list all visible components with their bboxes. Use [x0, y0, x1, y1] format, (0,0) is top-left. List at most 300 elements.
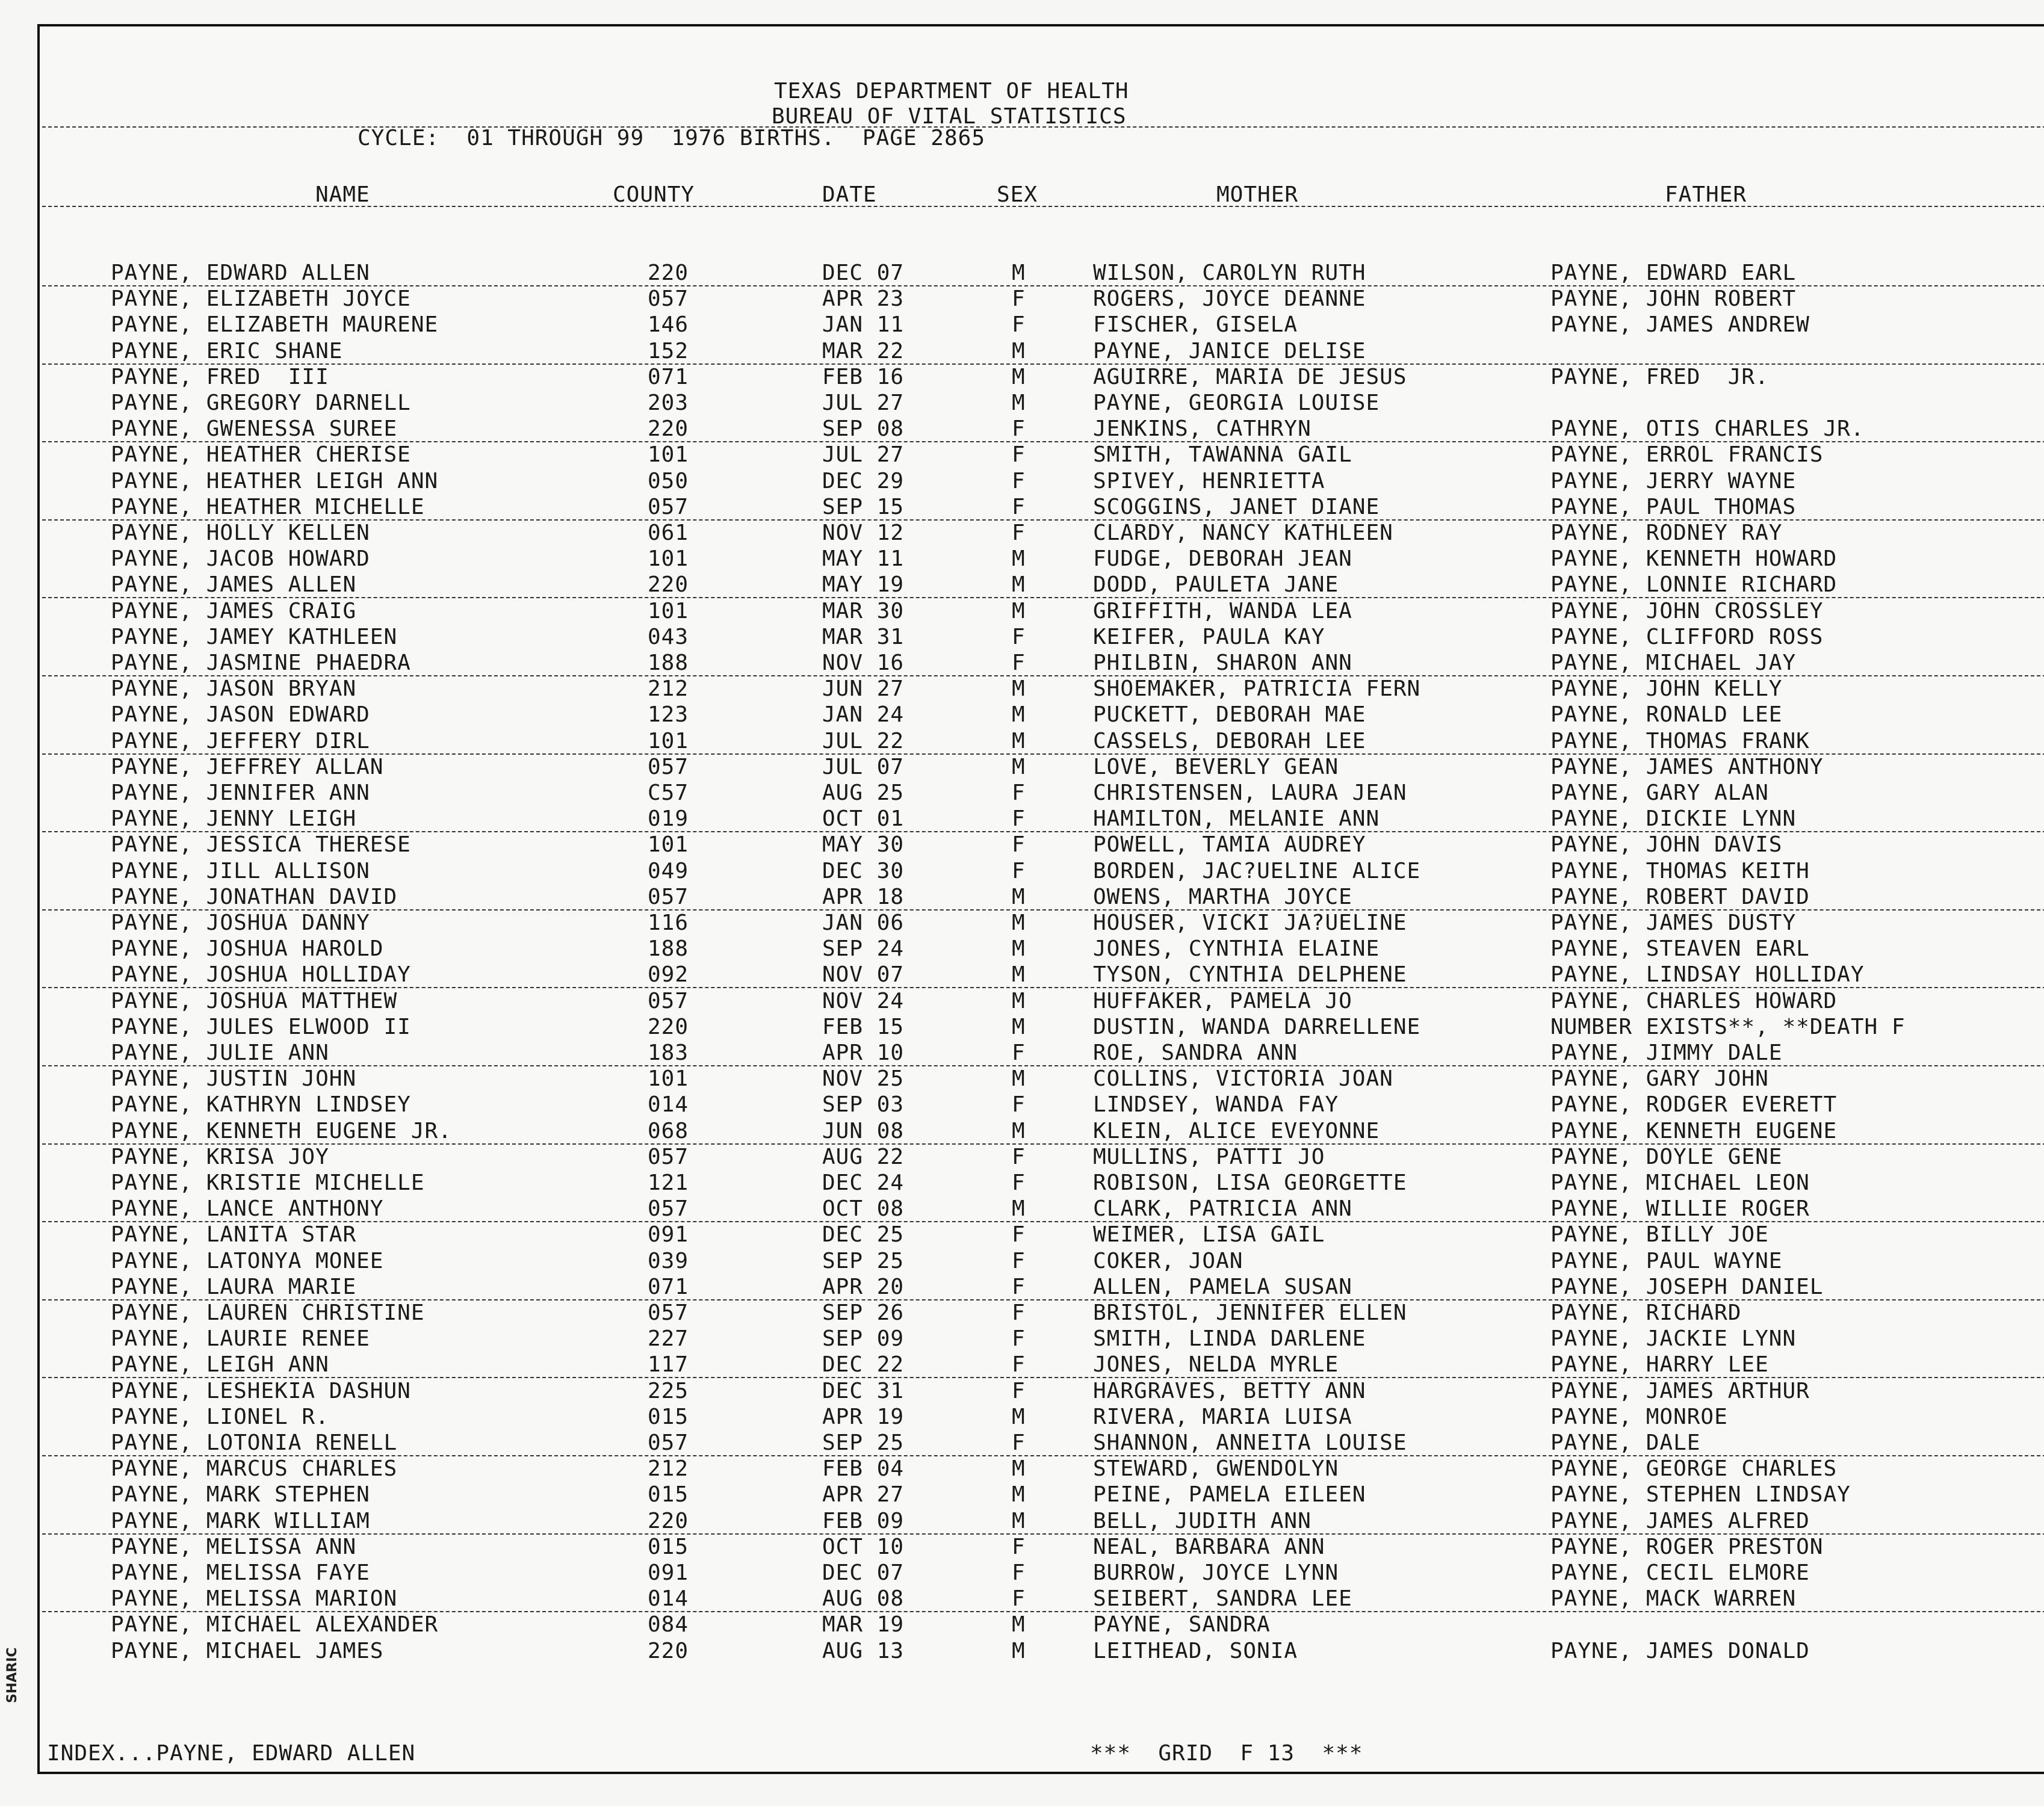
table-row [40, 704, 2044, 729]
record-mother: GRIFFITH, WANDA LEA [1093, 599, 1352, 623]
table-row [40, 964, 2044, 989]
record-date: SEP 25 [822, 1249, 905, 1273]
table-row [40, 314, 2044, 339]
record-father: PAYNE, JOSEPH DANIEL [1550, 1275, 1824, 1299]
record-county: 220 [648, 1015, 689, 1039]
record-mother: SMITH, TAWANNA GAIL [1093, 442, 1352, 467]
record-county: 057 [648, 989, 689, 1013]
record-father: PAYNE, RICHARD [1550, 1300, 1742, 1325]
record-county: 203 [648, 391, 689, 415]
record-date: DEC 25 [822, 1222, 905, 1247]
record-county: 039 [648, 1249, 689, 1273]
table-row [40, 444, 2044, 469]
record-county: 061 [648, 521, 689, 545]
table-row [40, 1432, 2044, 1458]
record-mother: DODD, PAULETA JANE [1093, 572, 1339, 597]
record-county: 057 [648, 1145, 689, 1169]
record-county: 101 [648, 832, 689, 857]
record-county: 092 [648, 962, 689, 987]
record-date: SEP 09 [822, 1326, 905, 1351]
record-mother: COKER, JOAN [1093, 1249, 1243, 1273]
record-mother: HUFFAKER, PAMELA JO [1093, 989, 1352, 1013]
record-mother: KLEIN, ALICE EVEYONNE [1093, 1119, 1380, 1143]
table-row [40, 1042, 2044, 1068]
record-county: 101 [648, 1066, 689, 1091]
record-sex: F [1012, 312, 1026, 337]
record-date: JUL 07 [822, 755, 905, 779]
record-mother: TYSON, CYNTHIA DELPHENE [1093, 962, 1407, 987]
record-sex: M [1012, 339, 1026, 363]
record-county: 220 [648, 416, 689, 441]
table-row [40, 601, 2044, 626]
record-sex: M [1012, 1612, 1026, 1637]
record-date: JUN 08 [822, 1119, 905, 1143]
table-row [40, 1224, 2044, 1249]
record-father: PAYNE, ROBERT DAVID [1550, 885, 1810, 909]
record-county: 068 [648, 1119, 689, 1143]
record-mother: PAYNE, JANICE DELISE [1093, 339, 1366, 363]
record-name: PAYNE, HOLLY KELLEN [111, 521, 370, 545]
record-name: PAYNE, MELISSA ANN [111, 1535, 357, 1559]
record-date: APR 19 [822, 1405, 905, 1429]
record-name: PAYNE, LIONEL R. [111, 1405, 329, 1429]
record-date: MAR 30 [822, 599, 905, 623]
record-mother: CLARK, PATRICIA ANN [1093, 1196, 1352, 1221]
record-name: PAYNE, ERIC SHANE [111, 339, 343, 363]
record-name: PAYNE, JASON EDWARD [111, 702, 370, 727]
col-header-sex: SEX [997, 182, 1038, 207]
record-father: PAYNE, JERRY WAYNE [1550, 469, 1797, 493]
record-date: MAY 30 [822, 832, 905, 857]
record-county: 123 [648, 702, 689, 727]
record-mother: LEITHEAD, SONIA [1093, 1639, 1298, 1663]
record-county: 057 [648, 495, 689, 519]
record-date: SEP 26 [822, 1300, 905, 1325]
table-row [40, 626, 2044, 652]
record-father: PAYNE, BILLY JOE [1550, 1222, 1769, 1247]
record-mother: ROBISON, LISA GEORGETTE [1093, 1170, 1407, 1195]
record-father: PAYNE, EDWARD EARL [1550, 261, 1797, 285]
table-row [40, 1588, 2044, 1613]
record-mother: HOUSER, VICKI JA?UELINE [1093, 911, 1407, 935]
table-row [40, 1094, 2044, 1119]
record-father: PAYNE, PAUL WAYNE [1550, 1249, 1783, 1273]
table-row [40, 1328, 2044, 1353]
record-date: MAY 19 [822, 572, 905, 597]
record-father: PAYNE, STEPHEN LINDSAY [1550, 1482, 1851, 1507]
record-sex: M [1012, 676, 1026, 701]
record-name: PAYNE, JASMINE PHAEDRA [111, 651, 411, 675]
record-sex: F [1012, 1586, 1026, 1611]
table-row [40, 1458, 2044, 1483]
table-row [40, 1016, 2044, 1042]
record-name: PAYNE, LANCE ANTHONY [111, 1196, 384, 1221]
record-name: PAYNE, JACOB HOWARD [111, 546, 370, 571]
record-sex: F [1012, 442, 1026, 467]
table-row [40, 861, 2044, 886]
record-mother: BORDEN, JAC?UELINE ALICE [1093, 859, 1421, 883]
record-mother: BELL, JUDITH ANN [1093, 1509, 1312, 1533]
col-header-county: COUNTY [613, 182, 695, 207]
record-date: AUG 13 [822, 1639, 905, 1663]
record-county: 220 [648, 261, 689, 285]
record-county: 043 [648, 625, 689, 649]
table-row [40, 731, 2044, 756]
table-row [40, 756, 2044, 782]
record-mother: PAYNE, SANDRA [1093, 1612, 1271, 1637]
record-county: 015 [648, 1405, 689, 1429]
record-date: OCT 08 [822, 1196, 905, 1221]
table-row [40, 912, 2044, 938]
record-county: 220 [648, 1509, 689, 1533]
record-name: PAYNE, MICHAEL ALEXANDER [111, 1612, 439, 1637]
record-mother: ROE, SANDRA ANN [1093, 1041, 1298, 1065]
record-name: PAYNE, JEFFREY ALLAN [111, 755, 384, 779]
row-divider [42, 597, 2044, 598]
record-name: PAYNE, JUSTIN JOHN [111, 1066, 357, 1091]
record-date: APR 10 [822, 1041, 905, 1065]
table-row [40, 288, 2044, 314]
record-sex: M [1012, 572, 1026, 597]
record-name: PAYNE, LAUREN CHRISTINE [111, 1300, 425, 1325]
record-father: PAYNE, CHARLES HOWARD [1550, 989, 1838, 1013]
record-mother: WILSON, CAROLYN RUTH [1093, 261, 1366, 285]
record-father: PAYNE, ERROL FRANCIS [1550, 442, 1824, 467]
record-county: 225 [648, 1379, 689, 1403]
table-row [40, 262, 2044, 288]
table-row [40, 471, 2044, 496]
record-name: PAYNE, JESSICA THERESE [111, 832, 411, 857]
record-sex: F [1012, 859, 1026, 883]
row-divider [42, 1377, 2044, 1378]
record-date: MAR 19 [822, 1612, 905, 1637]
table-row [40, 1406, 2044, 1432]
record-mother: CASSELS, DEBORAH LEE [1093, 729, 1366, 753]
record-sex: M [1012, 1119, 1026, 1143]
record-sex: M [1012, 729, 1026, 753]
record-county: 183 [648, 1041, 689, 1065]
record-name: PAYNE, LEIGH ANN [111, 1352, 329, 1377]
record-date: DEC 22 [822, 1352, 905, 1377]
record-date: AUG 08 [822, 1586, 905, 1611]
table-row [40, 1484, 2044, 1509]
record-county: C57 [648, 781, 689, 805]
record-date: FEB 15 [822, 1015, 905, 1039]
record-county: 057 [648, 755, 689, 779]
record-sex: M [1012, 885, 1026, 909]
record-county: 057 [648, 885, 689, 909]
record-name: PAYNE, LOTONIA RENELL [111, 1430, 398, 1455]
record-father: PAYNE, MICHAEL LEON [1550, 1170, 1810, 1195]
record-father: PAYNE, RONALD LEE [1550, 702, 1783, 727]
table-row [40, 1536, 2044, 1562]
record-name: PAYNE, MARCUS CHARLES [111, 1456, 398, 1481]
record-mother: STEWARD, GWENDOLYN [1093, 1456, 1339, 1481]
record-father: PAYNE, CECIL ELMORE [1550, 1560, 1810, 1585]
record-name: PAYNE, KRISTIE MICHELLE [111, 1170, 425, 1195]
record-mother: OWENS, MARTHA JOYCE [1093, 885, 1352, 909]
record-date: SEP 15 [822, 495, 905, 519]
record-mother: PHILBIN, SHARON ANN [1093, 651, 1352, 675]
record-mother: HAMILTON, MELANIE ANN [1093, 806, 1380, 831]
record-father: PAYNE, LINDSAY HOLLIDAY [1550, 962, 1865, 987]
record-father: PAYNE, STEAVEN EARL [1550, 936, 1810, 961]
record-name: PAYNE, JAMEY KATHLEEN [111, 625, 398, 649]
table-row [40, 418, 2044, 444]
record-father: PAYNE, JAMES DONALD [1550, 1639, 1810, 1663]
index-label: INDEX...PAYNE, EDWARD ALLEN [47, 1741, 416, 1766]
record-date: JUL 27 [822, 442, 905, 467]
record-county: 220 [648, 1639, 689, 1663]
record-county: 050 [648, 469, 689, 493]
record-date: DEC 30 [822, 859, 905, 883]
col-header-father: FATHER [1665, 182, 1747, 207]
record-mother: POWELL, TAMIA AUDREY [1093, 832, 1366, 857]
table-row [40, 678, 2044, 704]
record-sex: F [1012, 832, 1026, 857]
record-father: PAYNE, MONROE [1550, 1405, 1728, 1429]
table-row [40, 1614, 2044, 1639]
record-name: PAYNE, JOSHUA MATTHEW [111, 989, 398, 1013]
record-mother: RIVERA, MARIA LUISA [1093, 1405, 1352, 1429]
record-date: NOV 24 [822, 989, 905, 1013]
record-father: PAYNE, RODNEY RAY [1550, 521, 1783, 545]
table-row [40, 341, 2044, 366]
record-sex: F [1012, 1222, 1026, 1247]
record-name: PAYNE, KENNETH EUGENE JR. [111, 1119, 452, 1143]
record-sex: F [1012, 1300, 1026, 1325]
record-father: PAYNE, JAMES DUSTY [1550, 911, 1797, 935]
record-date: JAN 06 [822, 911, 905, 935]
record-father: PAYNE, JOHN ROBERT [1550, 286, 1797, 311]
record-mother: SHANNON, ANNEITA LOUISE [1093, 1430, 1407, 1455]
record-date: SEP 24 [822, 936, 905, 961]
side-mark: SHARIC [5, 1647, 20, 1703]
record-father: PAYNE, ROGER PRESTON [1550, 1535, 1824, 1559]
table-row [40, 1302, 2044, 1328]
record-name: PAYNE, FRED III [111, 365, 329, 389]
record-father: PAYNE, KENNETH EUGENE [1550, 1119, 1838, 1143]
record-name: PAYNE, HEATHER LEIGH ANN [111, 469, 439, 493]
record-sex: F [1012, 1041, 1026, 1065]
table-row [40, 1562, 2044, 1588]
record-name: PAYNE, EDWARD ALLEN [111, 261, 370, 285]
record-date: DEC 29 [822, 469, 905, 493]
record-sex: F [1012, 1352, 1026, 1377]
record-mother: PUCKETT, DEBORAH MAE [1093, 702, 1366, 727]
record-name: PAYNE, MELISSA MARION [111, 1586, 398, 1611]
record-father: PAYNE, JOHN DAVIS [1550, 832, 1783, 857]
table-row [40, 574, 2044, 599]
record-father: PAYNE, DICKIE LYNN [1550, 806, 1797, 831]
table-row [40, 522, 2044, 548]
record-sex: F [1012, 416, 1026, 441]
record-date: MAR 22 [822, 339, 905, 363]
record-sex: M [1012, 1196, 1026, 1221]
record-date: APR 23 [822, 286, 905, 311]
record-father: PAYNE, JIMMY DALE [1550, 1041, 1783, 1065]
table-row [40, 1121, 2044, 1146]
record-father: PAYNE, GEORGE CHARLES [1550, 1456, 1838, 1481]
record-name: PAYNE, LATONYA MONEE [111, 1249, 384, 1273]
record-father: PAYNE, WILLIE ROGER [1550, 1196, 1810, 1221]
record-name: PAYNE, JENNY LEIGH [111, 806, 357, 831]
record-mother: ROGERS, JOYCE DEANNE [1093, 286, 1366, 311]
record-date: NOV 16 [822, 651, 905, 675]
table-row [40, 652, 2044, 678]
record-county: 188 [648, 651, 689, 675]
header-divider [42, 206, 2044, 207]
record-county: 091 [648, 1560, 689, 1585]
record-county: 014 [648, 1092, 689, 1117]
record-name: PAYNE, JOSHUA HOLLIDAY [111, 962, 411, 987]
record-sex: M [1012, 911, 1026, 935]
record-sex: F [1012, 1275, 1026, 1299]
record-county: 057 [648, 1196, 689, 1221]
record-sex: M [1012, 936, 1026, 961]
record-father: PAYNE, RODGER EVERETT [1550, 1092, 1838, 1117]
record-date: SEP 03 [822, 1092, 905, 1117]
table-row [40, 808, 2044, 833]
record-name: PAYNE, JULES ELWOOD II [111, 1015, 411, 1039]
record-date: FEB 16 [822, 365, 905, 389]
record-date: JUL 27 [822, 391, 905, 415]
record-date: AUG 25 [822, 781, 905, 805]
record-name: PAYNE, GREGORY DARNELL [111, 391, 411, 415]
record-sex: M [1012, 1456, 1026, 1481]
record-county: 212 [648, 1456, 689, 1481]
record-county: 071 [648, 1275, 689, 1299]
record-father: PAYNE, THOMAS FRANK [1550, 729, 1810, 753]
record-date: SEP 25 [822, 1430, 905, 1455]
record-father: PAYNE, JOHN KELLY [1550, 676, 1783, 701]
record-name: PAYNE, JASON BRYAN [111, 676, 357, 701]
record-name: PAYNE, GWENESSA SUREE [111, 416, 398, 441]
record-county: 101 [648, 546, 689, 571]
record-mother: SEIBERT, SANDRA LEE [1093, 1586, 1352, 1611]
record-county: 101 [648, 599, 689, 623]
record-county: 084 [648, 1612, 689, 1637]
record-sex: M [1012, 261, 1026, 285]
record-sex: F [1012, 1092, 1026, 1117]
record-sex: F [1012, 625, 1026, 649]
record-mother: PEINE, PAMELA EILEEN [1093, 1482, 1366, 1507]
record-father: PAYNE, MICHAEL JAY [1550, 651, 1797, 675]
record-sex: F [1012, 495, 1026, 519]
record-county: 227 [648, 1326, 689, 1351]
col-header-date: DATE [822, 182, 877, 207]
record-date: OCT 01 [822, 806, 905, 831]
record-sex: F [1012, 781, 1026, 805]
table-row [40, 886, 2044, 912]
record-mother: MULLINS, PATTI JO [1093, 1145, 1325, 1169]
record-name: PAYNE, ELIZABETH MAURENE [111, 312, 439, 337]
record-county: 220 [648, 572, 689, 597]
header-title: TEXAS DEPARTMENT OF HEALTH [774, 79, 1129, 104]
record-date: JUL 22 [822, 729, 905, 753]
col-header-mother: MOTHER [1216, 182, 1299, 207]
record-sex: F [1012, 1249, 1026, 1273]
record-county: 015 [648, 1482, 689, 1507]
record-date: JAN 24 [822, 702, 905, 727]
record-county: 152 [648, 339, 689, 363]
record-name: PAYNE, JULIE ANN [111, 1041, 329, 1065]
table-row [40, 991, 2044, 1016]
record-father: PAYNE, GARY ALAN [1550, 781, 1769, 805]
record-name: PAYNE, KATHRYN LINDSEY [111, 1092, 411, 1117]
record-name: PAYNE, JOSHUA DANNY [111, 911, 370, 935]
record-father: PAYNE, PAUL THOMAS [1550, 495, 1797, 519]
record-father: PAYNE, LONNIE RICHARD [1550, 572, 1838, 597]
record-mother: PAYNE, GEORGIA LOUISE [1093, 391, 1380, 415]
record-name: PAYNE, LAURIE RENEE [111, 1326, 370, 1351]
record-county: 049 [648, 859, 689, 883]
record-mother: COLLINS, VICTORIA JOAN [1093, 1066, 1393, 1091]
grid-label: *** GRID F 13 *** [1090, 1741, 1363, 1766]
record-mother: SPIVEY, HENRIETTA [1093, 469, 1325, 493]
table-row [40, 392, 2044, 418]
record-mother: KEIFER, PAULA KAY [1093, 625, 1325, 649]
record-date: APR 18 [822, 885, 905, 909]
record-father: PAYNE, JOHN CROSSLEY [1550, 599, 1824, 623]
record-name: PAYNE, LESHEKIA DASHUN [111, 1379, 411, 1403]
record-county: 121 [648, 1170, 689, 1195]
record-name: PAYNE, KRISA JOY [111, 1145, 329, 1169]
table-row [40, 1068, 2044, 1093]
record-father: PAYNE, DOYLE GENE [1550, 1145, 1783, 1169]
record-county: 101 [648, 442, 689, 467]
record-sex: M [1012, 1066, 1026, 1091]
record-mother: LOVE, BEVERLY GEAN [1093, 755, 1339, 779]
record-name: PAYNE, ELIZABETH JOYCE [111, 286, 411, 311]
table-row [40, 782, 2044, 808]
record-father: NUMBER EXISTS**, **DEATH F [1550, 1015, 1906, 1039]
record-date: NOV 12 [822, 521, 905, 545]
table-row [40, 1198, 2044, 1223]
divider [42, 126, 2044, 128]
record-name: PAYNE, HEATHER CHERISE [111, 442, 411, 467]
record-name: PAYNE, JENNIFER ANN [111, 781, 370, 805]
record-sex: M [1012, 962, 1026, 987]
record-county: 057 [648, 286, 689, 311]
record-father: PAYNE, OTIS CHARLES JR. [1550, 416, 1865, 441]
record-name: PAYNE, MARK STEPHEN [111, 1482, 370, 1507]
record-date: MAR 31 [822, 625, 905, 649]
record-name: PAYNE, HEATHER MICHELLE [111, 495, 425, 519]
cycle-line: CYCLE: 01 THROUGH 99 1976 BIRTHS. PAGE 2865 [358, 126, 985, 150]
table-row [40, 1641, 2044, 1666]
record-name: PAYNE, LAURA MARIE [111, 1275, 357, 1299]
record-sex: M [1012, 702, 1026, 727]
microfiche-sheet [37, 24, 2044, 1774]
record-sex: M [1012, 1482, 1026, 1507]
record-county: 212 [648, 676, 689, 701]
record-date: DEC 07 [822, 261, 905, 285]
record-father: PAYNE, JAMES ALFRED [1550, 1509, 1810, 1533]
record-county: 071 [648, 365, 689, 389]
record-sex: F [1012, 1145, 1026, 1169]
record-sex: F [1012, 806, 1026, 831]
record-sex: F [1012, 521, 1026, 545]
record-father: PAYNE, GARY JOHN [1550, 1066, 1769, 1091]
record-sex: M [1012, 365, 1026, 389]
table-row [40, 1146, 2044, 1172]
record-date: JAN 11 [822, 312, 905, 337]
record-name: PAYNE, JILL ALLISON [111, 859, 370, 883]
record-sex: F [1012, 1535, 1026, 1559]
record-date: DEC 07 [822, 1560, 905, 1585]
record-date: AUG 22 [822, 1145, 905, 1169]
